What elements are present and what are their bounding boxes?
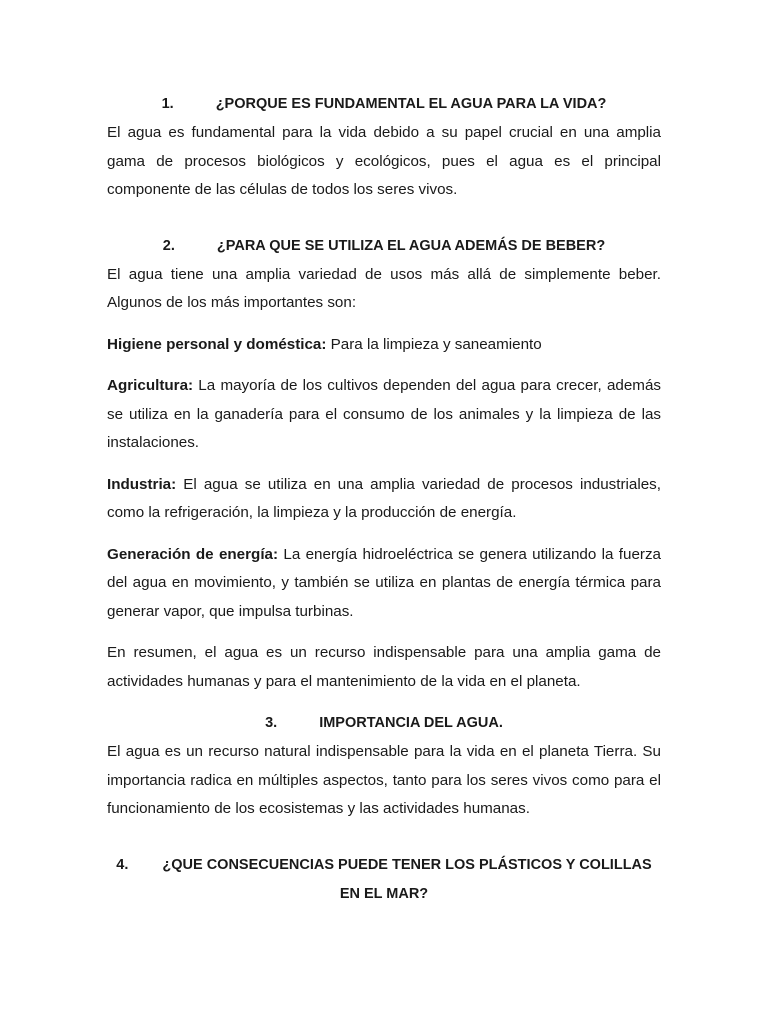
use-item-hygiene: [107, 331, 661, 360]
use-item-industry-text: El agua se utiliza en una amplia variedad de procesos industriales, como la refrigeración, la limpieza y la producción de energía.: [107, 475, 661, 521]
section-3-number: 3.: [265, 715, 278, 731]
section-1-number: 1.: [161, 96, 174, 112]
document-body: [107, 90, 661, 909]
use-item-agriculture-text: La mayoría de los cultivos dependen del agua para crecer, además se utiliza en la ganadería para el consumo de los animales y la limpieza de las instalaciones.: [107, 377, 661, 451]
section-2-heading: [107, 232, 661, 261]
use-item-hygiene-text: Para la limpieza y saneamiento: [326, 335, 542, 353]
section-4-heading: [107, 851, 661, 909]
use-item-industry: [107, 471, 661, 528]
use-item-hygiene-term: Higiene personal y doméstica:: [107, 335, 327, 353]
use-item-agriculture: [107, 372, 661, 458]
section-2-intro: El agua tiene una amplia variedad de usos más allá de simplemente beber. Algunos de los más importantes son:: [107, 265, 661, 311]
section-4-title: ¿QUE CONSECUENCIAS PUEDE TENER LOS PLÁSTICOS Y COLILLAS EN EL MAR?: [162, 856, 652, 902]
section-1-title: ¿PORQUE ES FUNDAMENTAL EL AGUA PARA LA VIDA?: [215, 96, 607, 112]
use-item-agriculture-term: Agricultura:: [107, 377, 194, 394]
use-item-energy-term: Generación de energía:: [107, 545, 279, 563]
section-3-paragraph: El agua es un recurso natural indispensable para la vida en el planeta Tierra. Su importancia radica en múltiples aspectos, tanto para los seres vivos como para el funcionamiento de los ecosistemas y las actividades humanas.: [107, 743, 661, 817]
section-4-number: 4.: [116, 856, 129, 873]
section-2-number: 2.: [162, 237, 175, 254]
section-2-summary: En resumen, el agua es un recurso indispensable para una amplia gama de actividades humanas y para el mantenimiento de la vida en el planeta.: [107, 644, 661, 690]
use-item-industry-term: Industria:: [107, 475, 177, 493]
section-3-heading: [107, 709, 661, 738]
section-2-title: ¿PARA QUE SE UTILIZA EL AGUA ADEMÁS DE BEBER?: [216, 237, 606, 254]
use-item-energy: [107, 541, 661, 627]
section-3-title: IMPORTANCIA DEL AGUA.: [319, 715, 503, 731]
section-1-paragraph: El agua es fundamental para la vida debido a su papel crucial en una amplia gama de procesos biológicos y ecológicos, pues el agua es el principal componente de las células de todos los seres vivos.: [107, 124, 661, 198]
section-1-heading: [107, 90, 661, 119]
use-item-energy-text: La energía hidroeléctrica se genera utilizando la fuerza del agua en movimiento, y también se utiliza en plantas de energía térmica para generar vapor, que impulsa turbinas.: [107, 545, 661, 620]
